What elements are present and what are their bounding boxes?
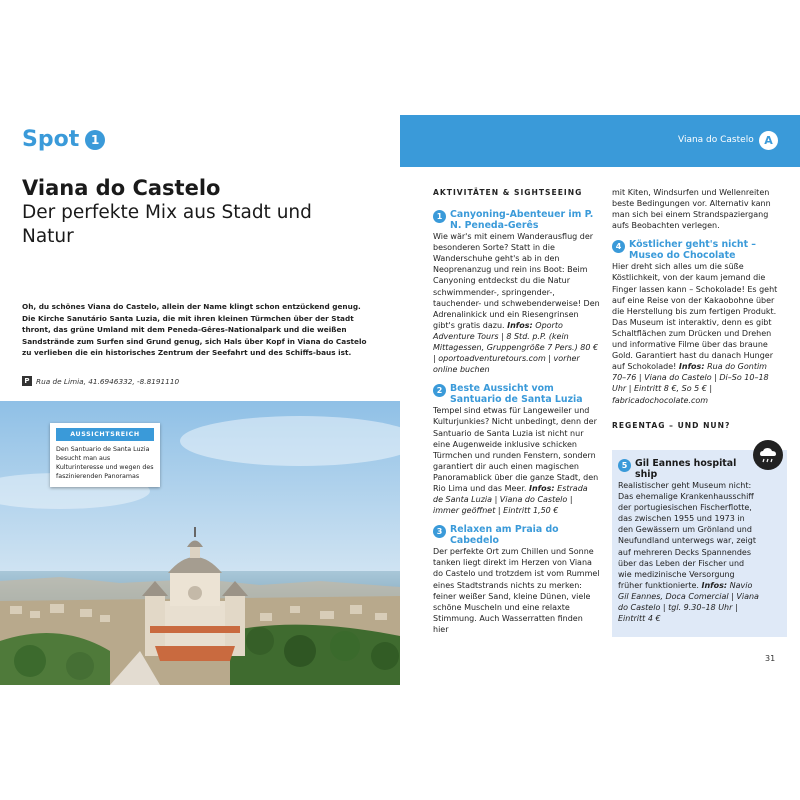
- page-number: 31: [765, 654, 776, 663]
- parking-location: [22, 376, 179, 386]
- entry-1-infos-label: Infos:: [507, 320, 533, 330]
- entry-3-title: [433, 524, 600, 546]
- spot-label: Spot: [22, 127, 80, 152]
- entry-4-body: Hier dreht sich alles um die süße Köstlichkeit, von der kaum jemand die Finger lassen kann – Schokolade! Es geht auf eine Reise von der Kakaobohne über die Herstellung bis zum fertigen Produkt. Das Museum ist interaktiv, denn es gibt Schaltflächen zum Drücken und Drehen und informative Filme über das braune Gold. Garantiert hast du danach Hunger auf Schokolade!: [612, 262, 778, 372]
- column-continued: [612, 187, 782, 431]
- entry-1-number: 1: [433, 210, 446, 223]
- callout-header: AUSSICHTSREICH: [56, 428, 154, 441]
- entry-5-body: Realistischer geht Museum nicht: Das ehemalige Krankenhausschiff der portugiesischen Fischerflotte, das zwischen 1955 und 1973 in den Gewässern um Grönland und Neufundland unterwegs war, zeigt auf mehreren Decks Spannendes über das Leben der Fischer und wie medizinische Versorgung früher funktionierte.: [618, 481, 756, 590]
- entry-4-title: [612, 239, 782, 261]
- region-letter-badge: A: [759, 131, 778, 150]
- parking-icon: P: [22, 376, 32, 386]
- entry-2-title: [433, 383, 600, 405]
- entry-5: [618, 458, 760, 624]
- entry-4-text: [612, 261, 782, 405]
- entry-2-body: Tempel sind etwas für Langeweiler und Kulturjunkies? Nicht unbedingt, denn der Santuario de Santa Luzia ist nicht nur eine Augenweide inklusive schicken Türmchen und runden Fenstern, sondern garantiert dir auch einen magischen Panoramablick über die ganze Stadt, den Rio Lima und das Meer.: [433, 406, 599, 493]
- page-title: Viana do Castelo: [22, 176, 221, 200]
- entry-2-number: 2: [433, 384, 446, 397]
- entry-2-infos: Estrada de Santa Luzia | Viana do Castelo | immer geöffnet | Eintritt 1,50 €: [433, 483, 588, 516]
- entry-2-infos-label: Infos:: [528, 483, 555, 493]
- entry-5-number: 5: [618, 459, 631, 472]
- entry-3-body: Der perfekte Ort zum Chillen und Sonne tanken liegt direkt im Herzen von Viana do Castelo und trotzdem ist vom Rummel eines Stadtstrands nichts zu merken: feiner weißer Sand, kleine Dünen, viele schöne Muscheln und eine relaxte Stimmung. Auch Wasserratten finden hier: [433, 547, 600, 634]
- entry-5-infos: Navio Gil Eannes, Doca Comercial | Viana do Castelo | tgl. 9.30–18 Uhr | Eintritt 4 €: [618, 580, 759, 624]
- aussichtsreich-callout: [50, 423, 160, 487]
- entry-2-title-text: Beste Aussicht vom Santuario de Santa Luzia: [450, 383, 583, 406]
- entry-3-title-text: Relaxen am Praia do Cabedelo: [450, 524, 559, 547]
- entry-4-title-text: Köstlicher geht's nicht – Museo do Chocolate: [629, 239, 756, 262]
- entry-1-text: [433, 231, 600, 375]
- column-activities: [433, 187, 600, 635]
- entry-1-infos: Oporto Adventure Tours | 8 Std. p.P. (kein Mittagessen, Gruppengröße 7 Pers.) 80 € | oportoadventuretours.com | vorher online buchen: [433, 320, 599, 375]
- entry-4-number: 4: [612, 240, 625, 253]
- entry-5-infos-label: Infos:: [701, 580, 728, 590]
- spot-heading: [22, 127, 105, 152]
- entry-2-text: [433, 405, 600, 516]
- banner-title: Viana do Castelo: [678, 135, 754, 145]
- section-heading-rainy-day: REGENTAG – UND NUN?: [612, 420, 731, 430]
- intro-paragraph: Oh, du schönes Viana do Castelo, allein der Name klingt schon entzückend genug. Die Kirche Sanutário Santa Luzia, die mit ihren kleinen Türmchen über der Stadt thront, das grüne Umland mit dem Peneda-Gêres-Nationalpark und die weißen Sandstrände zum Surfen sind Grund genug, sich Hals über Kopf in Viana do Castelo zu verlieben die ein historisches Zentrum der Seefahrt und des Schiffs-baus ist.: [22, 302, 367, 357]
- entry-1-title-text: Canyoning-Abenteuer im P. N. Peneda-Gerês: [450, 209, 594, 232]
- spot-number-badge: 1: [85, 130, 105, 150]
- entry-4-infos-label: Infos:: [678, 362, 705, 372]
- entry-5-title: [618, 458, 760, 480]
- entry-5-text: [618, 480, 760, 624]
- entry-3-continuation: mit Kiten, Windsurfen und Wellenreiten beste Bedingungen vor. Alternativ kann man sich bei einem Strandspaziergang aufs Beobachten verlegen.: [612, 188, 771, 231]
- entry-3-number: 3: [433, 525, 446, 538]
- parking-text: Rua de Limia, 41.6946332, -8.8191110: [36, 376, 180, 386]
- page-subtitle: Der perfekte Mix aus Stadt und Natur: [22, 202, 312, 247]
- callout-body: Den Santuario de Santa Luzia besucht man aus Kulturinteresse und wegen des faszinierenden Panoramas: [56, 446, 154, 480]
- entry-1-body: Wie wär's mit einem Wanderausflug der besonderen Sorte? Statt in die Wanderschuhe geht's ab in den Neoprenanzug und rein ins Boot: Beim Canyoning entdeckst du die Natur schwimmender-, springender-, tauchender- und schwebenderweise! Den Adrenalinkick und ein Riesengrinsen gibt's gratis dazu.: [433, 232, 600, 330]
- entry-4-infos: Rua do Gontim 70–76 | Viana do Castelo | Di–So 10–18 Uhr | Eintritt 8 €, So 5 € | fabricadochocolate.com: [612, 362, 769, 405]
- section-heading-activities: AKTIVITÄTEN & SIGHTSEEING: [433, 188, 583, 197]
- entry-5-title-text: Gil Eannes hospital ship: [635, 458, 737, 480]
- entry-1-title: [433, 209, 600, 231]
